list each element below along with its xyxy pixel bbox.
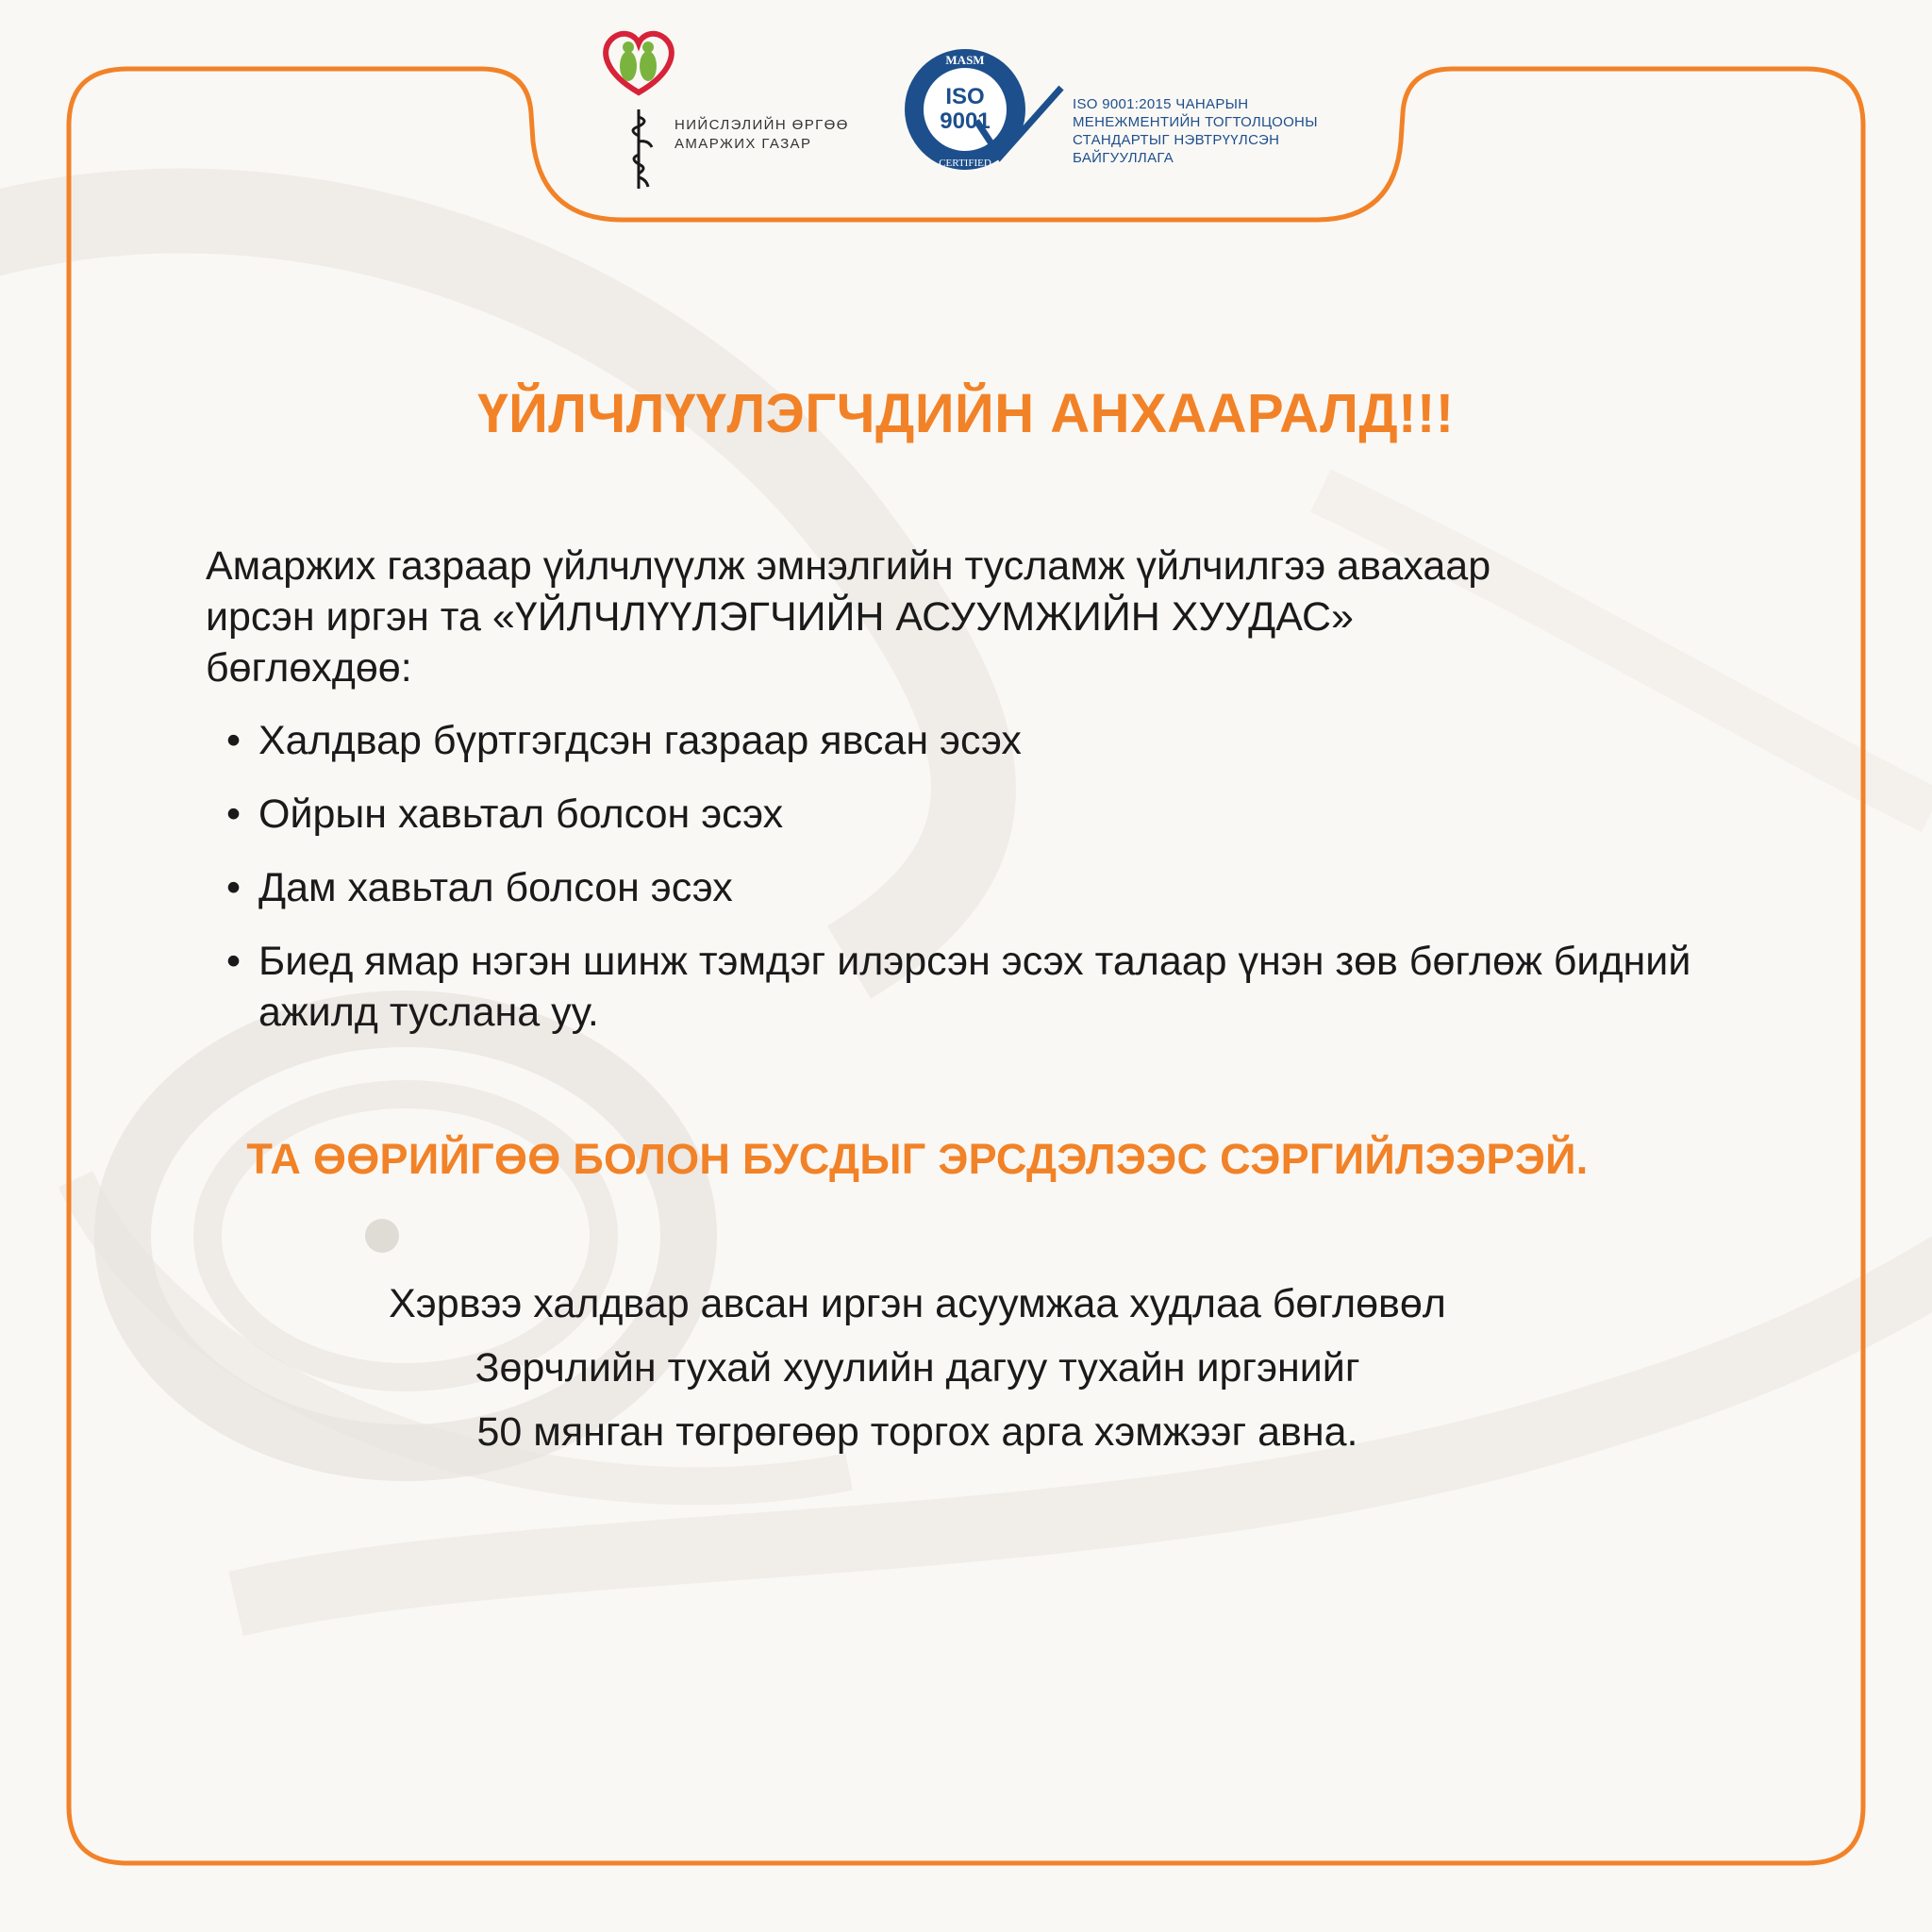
checklist <box>226 715 1698 1060</box>
intro-line3: бөглөхдөө: <box>206 645 412 691</box>
seal-bottom-text: CERTIFIED <box>939 158 991 169</box>
mongolian-script-icon <box>633 109 652 189</box>
heart-people-logo-icon <box>596 26 681 196</box>
iso-badge <box>901 45 1354 177</box>
seal-iso-text: ISO <box>945 84 985 109</box>
list-item-text: Ойрын хавьтал болсон эсэх <box>258 791 784 837</box>
seal-number-text: 9001 <box>940 108 991 134</box>
iso-caption-line4: БАЙГУУЛЛАГА <box>1073 150 1174 166</box>
seal-top-text: MASM <box>945 53 985 67</box>
org-name-line2: АМАРЖИХ ГАЗАР <box>675 136 812 152</box>
list-item <box>226 789 1698 840</box>
list-item <box>226 936 1698 1038</box>
org-name-line1: НИЙСЛЭЛИЙН ӨРГӨӨ <box>675 117 849 133</box>
intro-paragraph <box>206 541 1715 693</box>
penalty-line1: Хэрвээ халдвар авсан иргэн асуумжаа худлаа бөглөвөл <box>389 1281 1446 1326</box>
iso-9001-seal-icon <box>901 45 1066 177</box>
bullet-icon: • <box>226 939 242 984</box>
list-item-text: Дам хавьтал болсон эсэх <box>258 865 733 910</box>
iso-caption-line1: ISO 9001:2015 ЧАНАРЫН <box>1073 96 1249 112</box>
intro-line1: Амаржих газраар үйлчлүүлж эмнэлгийн тусламж үйлчилгээ авахаар <box>206 543 1491 589</box>
list-item-text: Халдвар бүртгэгдсэн газраар явсан эсэх <box>258 718 1022 763</box>
penalty-paragraph <box>0 1272 1835 1464</box>
bullet-icon: • <box>226 718 242 763</box>
org-logo <box>585 26 868 206</box>
bullet-icon: • <box>226 791 242 837</box>
penalty-line3: 50 мянган төгрөгөөр торгох арга хэмжээг авна. <box>476 1409 1358 1455</box>
iso-caption <box>1073 95 1318 167</box>
intro-line2: ирсэн иргэн та «ҮЙЛЧЛҮҮЛЭГЧИЙН АСУУМЖИЙН ХУУДАС» <box>206 594 1354 640</box>
org-name <box>675 116 849 154</box>
warning-text: ТА ӨӨРИЙГӨӨ БОЛОН БУСДЫГ ЭРСДЭЛЭЭС СЭРГИЙЛЭЭРЭЙ. <box>246 1135 1589 1183</box>
penalty-line2: Зөрчлийн тухай хуулийн дагуу тухайн иргэнийг <box>475 1345 1360 1391</box>
iso-caption-line2: МЕНЕЖМЕНТИЙН ТОГТОЛЦООНЫ <box>1073 114 1318 130</box>
list-item <box>226 862 1698 913</box>
list-item-text: Биед ямар нэгэн шинж тэмдэг илэрсэн эсэх талаар үнэн зөв бөглөж бидний ажилд туслана уу. <box>258 939 1691 1035</box>
list-item <box>226 715 1698 766</box>
iso-caption-line3: СТАНДАРТЫГ НЭВТРҮҮЛСЭН <box>1073 132 1280 148</box>
bullet-icon: • <box>226 865 242 910</box>
notice-title: ҮЙЛЧЛҮҮЛЭГЧДИЙН АНХААРАЛД!!! <box>477 383 1455 444</box>
